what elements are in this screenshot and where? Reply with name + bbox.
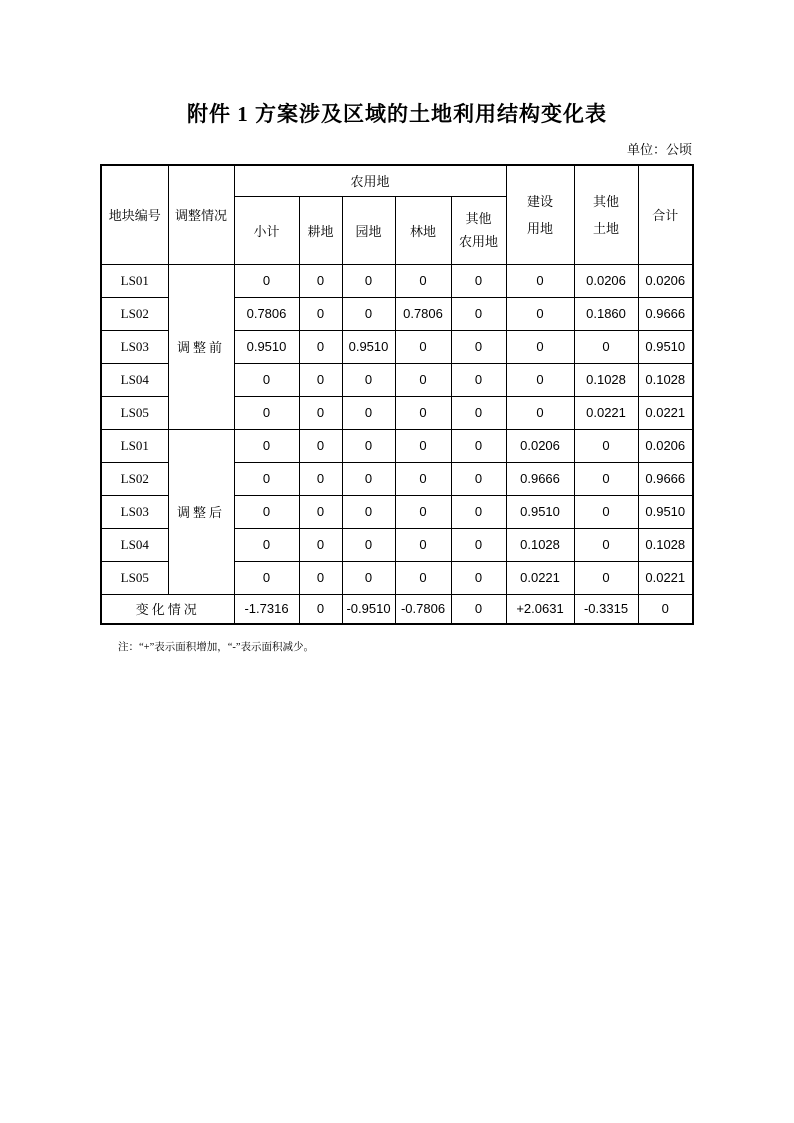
cell-change-value: +2.0631	[506, 594, 574, 624]
cell-value: 0	[342, 462, 395, 495]
cell-value: 0.9666	[638, 297, 693, 330]
cell-plot-id: LS04	[101, 363, 168, 396]
cell-value: 0.1028	[638, 528, 693, 561]
cell-value: 0	[342, 264, 395, 297]
cell-value: 0.9510	[506, 495, 574, 528]
cell-value: 0.9666	[638, 462, 693, 495]
cell-plot-id: LS03	[101, 495, 168, 528]
cell-value: 0.9510	[234, 330, 299, 363]
cell-value: 0	[395, 330, 451, 363]
header-construction-land	[506, 165, 574, 264]
cell-plot-id: LS01	[101, 429, 168, 462]
cell-value: 0	[342, 396, 395, 429]
cell-value: 0	[234, 462, 299, 495]
cell-value: 0.0206	[506, 429, 574, 462]
cell-value: 0	[506, 297, 574, 330]
cell-value: 0	[451, 462, 506, 495]
cell-value: 0.1860	[574, 297, 638, 330]
cell-value: 0	[451, 363, 506, 396]
cell-value: 0	[234, 396, 299, 429]
header-construction-line1: 建设	[527, 193, 554, 209]
cell-change-value: -0.3315	[574, 594, 638, 624]
cell-value: 0.1028	[638, 363, 693, 396]
cell-value: 0	[395, 528, 451, 561]
table-row	[101, 429, 693, 462]
cell-value: 0	[451, 429, 506, 462]
cell-value: 0.9510	[638, 330, 693, 363]
cell-value: 0	[395, 396, 451, 429]
cell-value: 0	[574, 429, 638, 462]
cell-value: 0	[299, 528, 342, 561]
cell-change-value: 0	[299, 594, 342, 624]
cell-value: 0.0221	[506, 561, 574, 594]
cell-value: 0.0206	[638, 429, 693, 462]
cell-value: 0	[299, 462, 342, 495]
header-forest: 林地	[395, 196, 451, 264]
header-agricultural-land-group: 农用地	[234, 165, 506, 196]
cell-value: 0	[299, 429, 342, 462]
cell-change-value: 0	[451, 594, 506, 624]
land-use-change-table	[100, 164, 694, 625]
cell-value: 0	[234, 363, 299, 396]
header-other-land	[574, 165, 638, 264]
change-row	[101, 594, 693, 624]
cell-plot-id: LS01	[101, 264, 168, 297]
cell-value: 0.0206	[574, 264, 638, 297]
cell-change-value: -0.9510	[342, 594, 395, 624]
cell-value: 0	[395, 561, 451, 594]
cell-value: 0	[451, 495, 506, 528]
cell-group-after: 调整后	[168, 429, 234, 594]
cell-plot-id: LS03	[101, 330, 168, 363]
header-cultivated: 耕地	[299, 196, 342, 264]
cell-value: 0	[234, 429, 299, 462]
cell-plot-id: LS02	[101, 297, 168, 330]
cell-value: 0	[451, 264, 506, 297]
cell-value: 0	[395, 429, 451, 462]
header-construction-line2: 用地	[527, 220, 554, 236]
cell-value: 0.9510	[638, 495, 693, 528]
cell-plot-id: LS02	[101, 462, 168, 495]
cell-value: 0	[395, 495, 451, 528]
cell-value: 0	[451, 297, 506, 330]
header-total: 合计	[638, 165, 693, 264]
cell-value: 0	[574, 561, 638, 594]
header-plot-id: 地块编号	[101, 165, 168, 264]
cell-change-value: -0.7806	[395, 594, 451, 624]
cell-value: 0	[342, 297, 395, 330]
cell-value: 0	[574, 462, 638, 495]
cell-value: 0	[506, 363, 574, 396]
cell-change-value: -1.7316	[234, 594, 299, 624]
table-row	[101, 264, 693, 297]
cell-value: 0.9510	[342, 330, 395, 363]
cell-value: 0	[234, 264, 299, 297]
cell-value: 0	[451, 396, 506, 429]
cell-value: 0.1028	[574, 363, 638, 396]
footnote: 注：“+”表示面积增加，“-”表示面积减少。	[118, 642, 315, 653]
cell-value: 0.0221	[638, 396, 693, 429]
cell-change-value: 0	[638, 594, 693, 624]
cell-value: 0	[342, 429, 395, 462]
header-adjustment: 调整情况	[168, 165, 234, 264]
cell-value: 0.0206	[638, 264, 693, 297]
cell-value: 0	[342, 495, 395, 528]
cell-plot-id: LS05	[101, 396, 168, 429]
cell-value: 0	[234, 561, 299, 594]
header-other-agri-line1: 其他	[465, 211, 492, 226]
cell-value: 0	[299, 495, 342, 528]
cell-value: 0.0221	[638, 561, 693, 594]
cell-value: 0	[451, 561, 506, 594]
cell-value: 0	[299, 330, 342, 363]
table-header-row-1	[101, 165, 693, 196]
cell-plot-id: LS04	[101, 528, 168, 561]
cell-value: 0	[451, 528, 506, 561]
cell-value: 0.9666	[506, 462, 574, 495]
cell-value: 0	[299, 297, 342, 330]
cell-value: 0	[395, 363, 451, 396]
cell-value: 0.7806	[395, 297, 451, 330]
cell-value: 0	[299, 264, 342, 297]
cell-value: 0	[299, 561, 342, 594]
cell-value: 0	[574, 330, 638, 363]
unit-label: 单位：公顷	[626, 142, 692, 157]
header-other-agri-line2: 农用地	[459, 234, 499, 249]
cell-value: 0	[234, 528, 299, 561]
cell-value: 0	[342, 561, 395, 594]
cell-value: 0	[299, 396, 342, 429]
cell-value: 0	[506, 396, 574, 429]
cell-group-before: 调整前	[168, 264, 234, 429]
header-garden: 园地	[342, 196, 395, 264]
cell-value: 0.0221	[574, 396, 638, 429]
cell-value: 0.1028	[506, 528, 574, 561]
header-other-land-line2: 土地	[593, 220, 620, 236]
page-title: 附件 1 方案涉及区域的土地利用结构变化表	[187, 102, 607, 126]
cell-value: 0	[395, 462, 451, 495]
cell-value: 0	[574, 528, 638, 561]
cell-value: 0	[451, 330, 506, 363]
cell-value: 0	[506, 330, 574, 363]
header-other-land-line1: 其他	[593, 193, 620, 209]
cell-value: 0	[342, 528, 395, 561]
cell-plot-id: LS05	[101, 561, 168, 594]
cell-value: 0	[395, 264, 451, 297]
cell-value: 0	[299, 363, 342, 396]
header-other-agricultural	[451, 196, 506, 264]
cell-value: 0	[506, 264, 574, 297]
cell-value: 0.7806	[234, 297, 299, 330]
cell-value: 0	[234, 495, 299, 528]
cell-change-label: 变化情况	[101, 594, 234, 624]
cell-value: 0	[342, 363, 395, 396]
header-subtotal: 小计	[234, 196, 299, 264]
cell-value: 0	[574, 495, 638, 528]
